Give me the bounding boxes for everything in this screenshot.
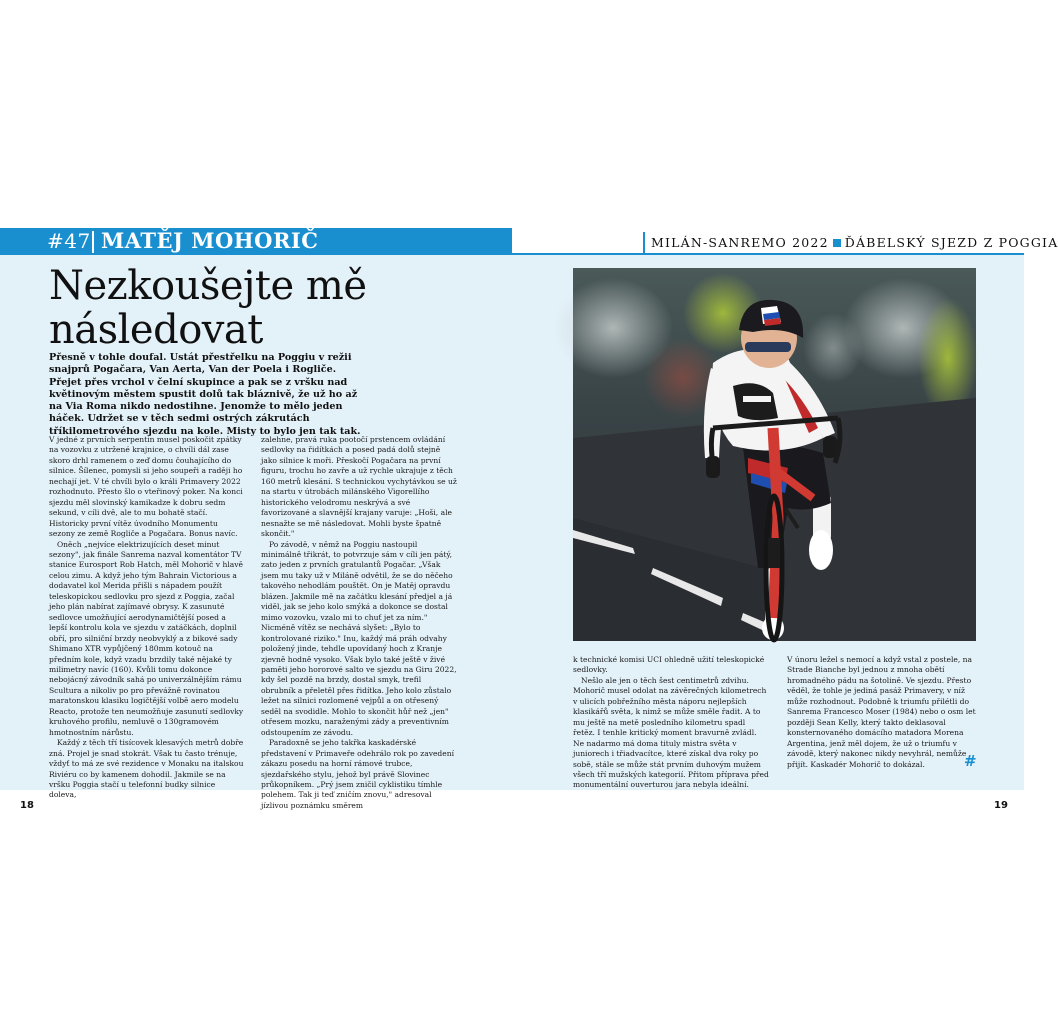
header-rule xyxy=(512,253,1024,255)
page-number-left: 18 xyxy=(20,800,34,811)
header-tick xyxy=(643,232,645,253)
paragraph: Oněch „nejvíce elektrizujících deset minut sezony", jak finále Sanrema nazval komentátor TV stanice Eurosport Rob Hatch, měl Mohorič v hlavě celou zimu. A když jeho tým Bahrain Victorious a dodavatel kol Merida přišli s nápadem použít teleskopickou sedlovku pro sjezd z Poggia, začal jeho plán nabírat zajímavé obrysy. K zasunuté sedlovce umožňující aerodynamičtější posed a lepší kontrolu kola ve sjezdu v zatáčkách, doplnil obří, pro silniční brzdy neobvyklý a z bikové sady Shimano XTR vypůjčený 180mm kotouč na předním kole, když vzadu brzdily také nějaké ty milimetry navíc (160). Kvůli tomu dokonce nebojácný závodník sahá po univerzálnějším rámu Scultura a nikoliv po pro převážně rovinatou maratonskou klasiku logičtější volbě aero modelu Reacto, protože ten neumožňuje zasunutí sedlovky kruhového profilu, nemluvě o 130gramovém hmotnostním nárůstu. xyxy=(49,539,244,737)
paragraph: V únoru ležel s nemocí a když vstal z postele, na Strade Bianche byl jednou z mnoha obětí hromadného pádu na šotolině. Ve sjezdu. Přesto věděl, že tohle je jediná pasáž Primavery, v níž může rozhodnout. Podobně k triumfu přilétli do Sanrema Francesco Moser (1984) nebo o osm let později Sean Kelly, který takto deklasoval konsternovaného domácího matadora Morena Argentina, jenž měl dojem, že už o triumfu v závodě, který nakonec nikdy nevyhrál, nemůže přijít. Kaskadér Mohorič to dokázal. xyxy=(787,655,976,769)
headline xyxy=(49,264,479,352)
page-number-right: 19 xyxy=(994,800,1008,811)
race-subtitle: ĎÁBELSKÝ SJEZD Z POGGIA xyxy=(844,235,1058,250)
text-column-1 xyxy=(49,435,245,801)
header-bar-left xyxy=(0,228,512,255)
header-bar-right xyxy=(512,228,1058,255)
end-mark: # xyxy=(964,752,977,770)
paragraph: V jedné z prvních serpentin musel poskočit zpátky na vozovku z utržené krajnice, o chvíli dál zase skoro drhl ramenem o zeď domu čouhajícího do silnice. Šílenec, pomysli si jeho soupeři a raději ho nechají jet. V té chvíli bylo o králi Primavery 2022 rozhodnuto. Přesto šlo o vteřinový poker. Na konci sjezdu měl slovinský kamikadze k dobru sedm sekund, v cíli dvě, ale to mu bohatě stačí. Historicky první vítěz úvodního Monumentu sezony ze země Rogliče a Pogačara. Bonus navíc. xyxy=(49,435,243,539)
rider-name: MATĚJ MOHORIČ xyxy=(101,228,319,253)
square-bullet-icon xyxy=(833,239,841,247)
paragraph: Nešlo ale jen o těch šest centimetrů zdvihu. Mohorič musel odolat na závěrečných kilometrech v ulicích pobřežního města náporu nejlepších klasikářů světa, k nimž se může směle řadit. A to mu ještě na metě posledního kilometru spadl řetěz. I tenhle kritický moment bravurně zvládl. Ne nadarmo má doma tituly mistra světa v juniorech i třiadvacítce, které získal dva roky po sobě, stále se může stát prvním duhovým mužem všech tří mužských kategorií. Přitom příprava před monumentální ouverturou jara nebyla ideální. xyxy=(573,675,769,790)
headline-line-2: následovat xyxy=(49,307,263,353)
lede: Přesně v tohle doufal. Ustát přestřelku na Poggiu v režii snajprů Pogačara, Van Aerta, Van der Poela i Rogliče. Přejet přes vrchol v čelní skupince a pak se z vršku nad květinovým městem spustit dolů tak bláznivě, že už ho až na Via Roma nikdo nedostihne. Jenomže to mělo jeden háček. Udržet se v těch sedmi ostrých zákrutách tříkilometrového sjezdu na kole. Misty to bylo jen tak tak. xyxy=(49,352,361,437)
race-name: MILÁN-SANREMO 2022 xyxy=(651,235,829,250)
text-column-2 xyxy=(261,435,457,811)
paragraph: Po závodě, v němž na Poggiu nastoupil minimálně třikrát, to potvrzuje sám v cíli jen pátý, zato jeden z prvních gratulantů Pogačar. „Však jsem mu taky už v Miláně odvětil, že se do něčeho takového nehodlám pouštět. On je Matěj opravdu blázen. Jakmile mě na začátku klesání předjel a já viděl, jak se jeho kolo smýká a dokonce se dostal mimo vozovku, vzalo mi to chuť jet za ním." Nicméně vítěz se nechává slyšet: „Bylo to kontrolované riziko." Inu, každý má práh odvahy položený jinde, tehdle upovídaný hoch z Kranje zjevně hodně vysoko. Však bylo také ještě v živé paměti jeho hororové salto ve sjezdu na Giru 2022, kdy šel pozdě na brzdy, dostal smyk, trefil obrubník a přeletěl přes řidítka. Jeho kolo zůstalo ležet na silnici rozlomené vejpůl a on otřesený seděl na svodidle. Mohlo to skončit hůř než „jen" otřesem mozku, naraženými zády a preventivním odstoupením ze závodu. xyxy=(261,539,457,737)
paragraph: Každý z těch tří tisícovek klesavých metrů dobře zná. Projel je snad stokrát. Však tu často trénuje, vždyť to má ze své rezidence v Monaku na italskou Riviéru co by kamenem dohodil. Jakmile se na vršku Poggia stačí u telefonní budky silnice doleva, xyxy=(49,738,244,800)
chapter-number: #47 xyxy=(47,229,91,253)
header-separator xyxy=(92,231,94,253)
text-column-3 xyxy=(573,655,769,791)
headline-line-1: Nezkoušejte mě xyxy=(49,263,367,309)
race-title xyxy=(651,235,1058,250)
paragraph: Paradoxně se jeho takřka kaskadérské představení v Primaveře odehrálo rok po zavedení zákazu posedu na horní rámové trubce, sjezdařského stylu, jehož byl právě Slovinec průkopníkem. „Prý jsem zničil cyklistiku tímhle polehem. Tak ji teď zničím znovu," adresoval jízlivou poznámku směrem xyxy=(261,738,455,810)
cyclist-photo xyxy=(573,268,976,641)
text-column-4 xyxy=(787,655,977,770)
paragraph: k technické komisi UCI ohledně užití teleskopické sedlovky. xyxy=(573,655,765,675)
paragraph: zalehne, pravá ruka pootočí prstencem ovládání sedlovky na řidítkách a posed padá dolů stejně jako silnice k moři. Přeskočí Pogačara na první figuru, trochu ho zavře a už rychle ukrajuje z těch 160 metrů klesání. S technickou vychytávkou se už na startu v útrobách milánského Vigorellího historického velodromu neskrývá a své favorizované a slavnější krajany varuje: „Hoši, ale nesnažte se mě následovat. Mohli byste špatně skončit." xyxy=(261,435,457,539)
